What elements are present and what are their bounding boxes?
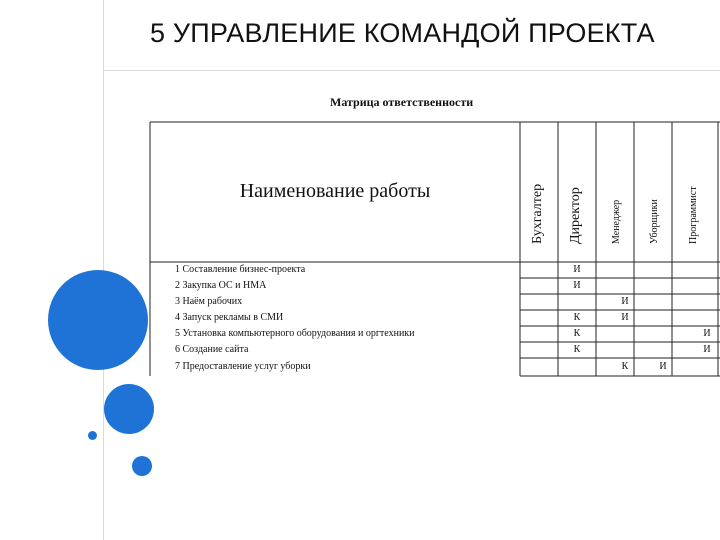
task-row: 3 Наём рабочих (175, 296, 243, 307)
role-header-programmer: Программист (688, 186, 699, 244)
cell-mark: И (703, 344, 711, 355)
task-row: 1 Составление бизнес-проекта (175, 264, 306, 275)
role-header-manager: Менеджер (611, 199, 622, 244)
cell-mark: И (621, 296, 629, 307)
matrix-subtitle: Матрица ответственности (330, 95, 474, 109)
role-header-cleaners: Уборщики (649, 199, 660, 244)
cell-mark: К (573, 344, 581, 355)
cell-mark: И (573, 264, 581, 275)
slide-title: 5 УПРАВЛЕНИЕ КОМАНДОЙ ПРОЕКТА (150, 18, 655, 48)
cell-mark: И (703, 328, 711, 339)
cell-mark: К (621, 361, 629, 372)
task-row: 5 Установка компьютерного оборудования и оргтехники (175, 328, 415, 339)
role-header-director: Директор (568, 187, 583, 244)
task-row: 7 Предоставление услуг уборки (175, 361, 311, 372)
cell-mark: К (573, 312, 581, 323)
cell-mark: И (573, 280, 581, 291)
cell-mark: И (621, 312, 629, 323)
role-header-accountant: Бухгалтер (530, 183, 545, 244)
task-row: 4 Запуск рекламы в СМИ (175, 312, 284, 323)
work-name-header: Наименование работы (239, 180, 431, 202)
task-row: 6 Создание сайта (175, 344, 249, 355)
cell-mark: К (573, 328, 581, 339)
task-row: 2 Закупка ОС и НМА (175, 280, 267, 291)
cell-mark: И (659, 361, 667, 372)
